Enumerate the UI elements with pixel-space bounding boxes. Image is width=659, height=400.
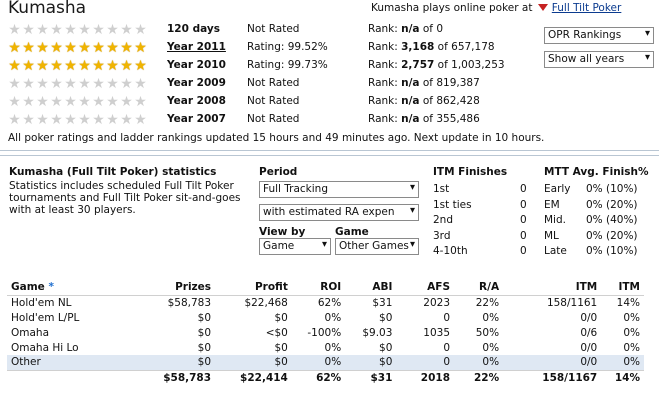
table-cell: 0% [324, 341, 342, 354]
total-cell: $31 [345, 370, 396, 385]
star-icon: ★ [134, 76, 147, 92]
star-icon: ★ [106, 112, 119, 128]
column-header[interactable]: AFS [396, 279, 454, 295]
table-cell: $0 [197, 311, 212, 324]
star-icon: ★ [78, 76, 91, 92]
table-cell: 0% [324, 311, 342, 324]
rank-number: 3,168 [401, 41, 435, 53]
star-icon: ★ [8, 22, 21, 38]
star-icon: ★ [8, 112, 21, 128]
table-cell: Hold'em L/PL [11, 311, 80, 324]
mtt-value: 0% (20%) [586, 198, 638, 211]
table-cell: 0 [443, 311, 451, 324]
chevron-down-icon: ▾ [644, 28, 650, 39]
star-icon: ★ [134, 94, 147, 110]
star-icon: ★ [50, 112, 63, 128]
column-header[interactable]: ITM [601, 279, 644, 295]
table-cell: $0 [379, 341, 393, 354]
star-icon: ★ [92, 40, 105, 56]
star-icon: ★ [50, 22, 63, 38]
divider [0, 155, 659, 156]
rating-value: Not Rated [247, 77, 300, 89]
star-icon: ★ [22, 76, 35, 92]
star-icon: ★ [8, 40, 21, 56]
star-icon: ★ [8, 94, 21, 110]
update-status: All poker ratings and ladder rankings updated 15 hours and 49 minutes ago. Next update in 10 hours. [8, 132, 545, 144]
table-cell: Hold'em NL [11, 296, 72, 309]
stats-title: Kumasha (Full Tilt Poker) statistics [9, 166, 217, 178]
star-icon: ★ [134, 22, 147, 38]
table-cell: 50% [475, 326, 500, 339]
table-row[interactable] [7, 325, 644, 340]
mtt-title: MTT Avg. Finish% [544, 166, 649, 178]
star-icon: ★ [64, 94, 77, 110]
table-cell: $0 [345, 355, 396, 370]
estimate-select[interactable] [259, 204, 419, 221]
table-cell: 0% [623, 341, 640, 354]
table-cell: 1035 [423, 326, 451, 339]
star-icon: ★ [50, 40, 63, 56]
rating-period[interactable]: Year 2011 [167, 41, 226, 53]
total-cell: 62% [292, 370, 345, 385]
mtt-label: Early [544, 183, 571, 195]
mtt-value: 0% (10%) [586, 245, 638, 257]
chevron-down-icon: ▾ [409, 239, 415, 250]
table-cell: $31 [372, 296, 393, 309]
column-header[interactable]: R/A [454, 279, 503, 295]
total-cell: 22% [454, 370, 503, 385]
table-cell: 0% [601, 355, 644, 370]
table-cell: 2023 [423, 296, 451, 309]
star-icon: ★ [106, 94, 119, 110]
rank-value: Rank: n/a of 355,486 [368, 113, 480, 125]
total-cell [7, 370, 135, 385]
table-cell: $0 [274, 311, 288, 324]
rank-value: Rank: 2,757 of 1,003,253 [368, 59, 505, 71]
chevron-down-icon: ▾ [409, 205, 415, 216]
star-icon: ★ [36, 40, 49, 56]
player-name: Kumasha [8, 0, 87, 18]
table-cell: -100% [307, 326, 342, 339]
column-header[interactable]: ROI [292, 279, 345, 295]
rating-period: Year 2007 [167, 113, 226, 125]
star-icon: ★ [92, 76, 105, 92]
star-icon: ★ [8, 58, 21, 74]
table-cell: 0% [623, 326, 640, 339]
star-icon: ★ [120, 40, 133, 56]
period-select[interactable] [259, 181, 419, 198]
flag-icon [538, 4, 548, 11]
star-icon: ★ [92, 22, 105, 38]
star-icon: ★ [64, 76, 77, 92]
rating-period: 120 days [167, 23, 220, 35]
game-value: Other Games [339, 240, 409, 252]
table-cell: 0/0 [580, 341, 598, 354]
plays-at [371, 2, 621, 14]
totals-row [7, 370, 644, 385]
games-table [7, 279, 644, 385]
rating-value: Not Rated [247, 95, 300, 107]
viewby-label: View by [259, 226, 306, 238]
viewby-select[interactable] [259, 238, 331, 255]
star-icon: ★ [50, 58, 63, 74]
itm-value: 0 [520, 245, 527, 257]
table-cell: <$0 [265, 326, 288, 339]
rating-period: Year 2009 [167, 77, 226, 89]
table-cell: 0% [292, 355, 345, 370]
star-icon: ★ [36, 58, 49, 74]
star-icon: ★ [120, 76, 133, 92]
mtt-label: Mid. [544, 214, 566, 226]
itm-label: 2nd [433, 214, 454, 226]
star-icon: ★ [36, 94, 49, 110]
star-icon: ★ [92, 94, 105, 110]
itm-label: 1st [433, 183, 450, 195]
star-icon: ★ [134, 58, 147, 74]
table-row[interactable] [7, 295, 644, 310]
star-icon: ★ [92, 58, 105, 74]
table-cell: $0 [215, 355, 292, 370]
rank-number: n/a [401, 95, 420, 107]
star-icon: ★ [78, 112, 91, 128]
column-header[interactable]: Prizes [135, 279, 215, 295]
table-cell: 0% [454, 355, 503, 370]
mtt-value: 0% (40%) [586, 214, 638, 226]
game-select[interactable] [335, 238, 419, 255]
star-icon: ★ [64, 58, 77, 74]
itm-value: 0 [520, 183, 527, 195]
star-icon: ★ [22, 22, 35, 38]
mtt-label: EM [544, 198, 560, 211]
mtt-label: Late [544, 245, 567, 257]
table-row[interactable] [7, 355, 644, 370]
itm-value: 0 [520, 214, 527, 226]
rating-value: Not Rated [247, 113, 300, 125]
itm-label: 1st ties [433, 198, 472, 211]
table-cell: 0/0 [503, 355, 601, 370]
star-icon: ★ [106, 76, 119, 92]
table-row[interactable] [7, 310, 644, 325]
table-cell: 0% [623, 311, 640, 324]
table-cell: 0 [396, 355, 454, 370]
column-header[interactable]: ITM [503, 279, 601, 295]
star-icon: ★ [78, 22, 91, 38]
table-cell: 0/0 [580, 311, 598, 324]
total-cell: 2018 [396, 370, 454, 385]
total-cell: $22,414 [215, 370, 292, 385]
rank-value: Rank: n/a of 862,428 [368, 95, 480, 107]
rating-stars [8, 114, 147, 127]
rating-period: Year 2008 [167, 95, 226, 107]
table-cell: Other [7, 355, 135, 370]
star-icon: ★ [120, 58, 133, 74]
chevron-down-icon: ▾ [409, 182, 415, 193]
total-cell: 158/1167 [503, 370, 601, 385]
star-icon: ★ [64, 112, 77, 128]
star-icon: ★ [64, 40, 77, 56]
table-cell: $22,468 [244, 296, 288, 309]
star-icon: ★ [36, 22, 49, 38]
table-cell: $0 [197, 341, 212, 354]
table-cell: $9.03 [362, 326, 393, 339]
itm-value: 0 [520, 229, 527, 242]
table-cell: 0% [482, 341, 500, 354]
table-cell: 0 [443, 341, 451, 354]
rank-value: Rank: n/a of 819,387 [368, 77, 480, 89]
estimate-value: with estimated RA expen [263, 206, 395, 218]
star-icon: ★ [22, 112, 35, 128]
star-icon: ★ [78, 58, 91, 74]
star-icon: ★ [134, 40, 147, 56]
column-header[interactable]: ABI [345, 279, 396, 295]
star-icon: ★ [78, 40, 91, 56]
years-select[interactable] [544, 51, 654, 68]
star-icon: ★ [36, 76, 49, 92]
viewby-value: Game [263, 240, 295, 252]
chevron-down-icon: ▾ [321, 239, 327, 250]
opr-rankings-value: OPR Rankings [548, 29, 622, 41]
rank-number: n/a [401, 77, 420, 89]
period-label: Period [259, 166, 298, 178]
table-cell: 14% [616, 296, 640, 309]
star-icon: ★ [106, 40, 119, 56]
plays-text: Kumasha plays online poker at [371, 2, 533, 14]
table-cell: 158/1161 [546, 296, 598, 309]
table-cell: $0 [379, 311, 393, 324]
rating-value: Not Rated [247, 23, 300, 35]
table-cell: Omaha Hi Lo [11, 341, 79, 354]
stats-description: Statistics includes scheduled Full Tilt Poker tournaments and Full Tilt Poker sit-and-goes with at least 30 players. [9, 180, 241, 216]
rating-stars [8, 78, 147, 91]
rating-period: Year 2010 [167, 59, 226, 71]
site-link[interactable]: Full Tilt Poker [551, 2, 622, 14]
star-icon: ★ [106, 22, 119, 38]
rating-stars [8, 42, 147, 55]
star-icon: ★ [78, 94, 91, 110]
star-icon: ★ [22, 94, 35, 110]
divider [0, 150, 659, 151]
star-icon: ★ [92, 112, 105, 128]
mtt-value: 0% (20%) [586, 229, 638, 242]
star-icon: ★ [8, 76, 21, 92]
rank-number: 2,757 [401, 59, 435, 71]
total-cell: 14% [601, 370, 644, 385]
table-cell: $0 [274, 341, 288, 354]
itm-label: 4-10th [433, 245, 468, 257]
star-icon: ★ [36, 112, 49, 128]
rating-value: Rating: 99.73% [247, 59, 328, 71]
rank-number: n/a [401, 113, 420, 125]
star-icon: ★ [22, 58, 35, 74]
star-icon: ★ [120, 22, 133, 38]
table-cell: $58,783 [167, 296, 212, 309]
sort-indicator: * [48, 280, 54, 293]
table-cell: 0% [482, 311, 500, 324]
years-value: Show all years [548, 53, 625, 65]
rating-value: Rating: 99.52% [247, 41, 328, 53]
total-cell: $58,783 [135, 370, 215, 385]
rank-number: n/a [401, 23, 420, 35]
table-cell: 22% [475, 296, 500, 309]
star-icon: ★ [106, 58, 119, 74]
column-header[interactable]: Profit [215, 279, 292, 295]
rating-stars [8, 24, 147, 37]
star-icon: ★ [50, 94, 63, 110]
opr-rankings-select[interactable] [544, 27, 654, 44]
table-cell: $0 [135, 355, 215, 370]
table-header-row [7, 279, 644, 295]
table-row[interactable] [7, 340, 644, 355]
period-value: Full Tracking [263, 183, 329, 195]
star-icon: ★ [120, 94, 133, 110]
mtt-label: ML [544, 229, 559, 242]
itm-value: 0 [520, 198, 527, 211]
game-label: Game [335, 226, 369, 238]
star-icon: ★ [22, 40, 35, 56]
rank-value: Rank: 3,168 of 657,178 [368, 41, 495, 53]
column-header[interactable]: Game * [7, 279, 135, 295]
star-icon: ★ [64, 22, 77, 38]
table-cell: 62% [317, 296, 342, 309]
star-icon: ★ [50, 76, 63, 92]
rating-stars [8, 96, 147, 109]
chevron-down-icon: ▾ [644, 52, 650, 63]
table-cell: Omaha [11, 326, 50, 339]
rating-stars [8, 60, 147, 73]
itm-title: ITM Finishes [433, 166, 508, 178]
star-icon: ★ [134, 112, 147, 128]
itm-label: 3rd [433, 229, 451, 242]
table-cell: 0/6 [580, 326, 598, 339]
star-icon: ★ [120, 112, 133, 128]
table-cell: $0 [197, 326, 212, 339]
rank-value: Rank: n/a of 0 [368, 23, 444, 35]
mtt-value: 0% (10%) [586, 183, 638, 195]
